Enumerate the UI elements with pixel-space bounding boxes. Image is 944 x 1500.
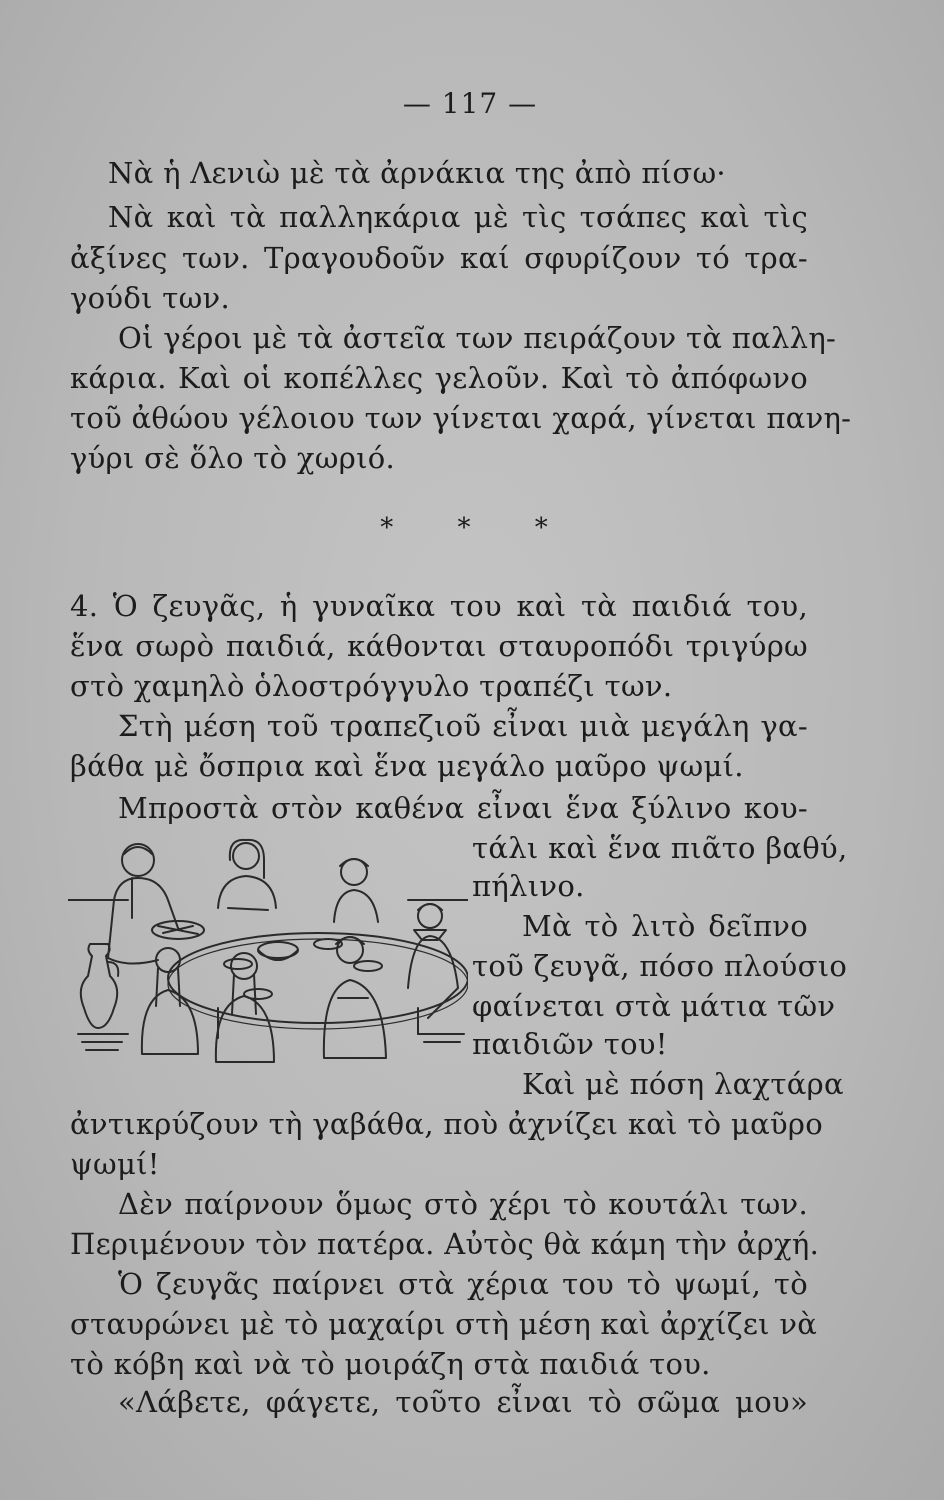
text-line-5: Οἱ γέροι μὲ τὰ ἀστεῖα των πειράζουν τὰ παλλη-	[118, 321, 837, 355]
text-line-17: Μὰ τὸ λιτὸ δεῖπνο	[522, 909, 808, 943]
text-line-11: στὸ χαμηλὸ ὁλοστρόγγυλο τραπέζι των.	[70, 669, 673, 703]
text-line-19: φαίνεται στὰ μάτια τῶν	[472, 989, 836, 1023]
text-line-16: πήλινο.	[472, 869, 585, 903]
family-meal-illustration	[68, 838, 468, 1070]
text-line-10: ἕνα σωρὸ παιδιά, κάθονται σταυροπόδι τριγύρω	[70, 629, 808, 663]
text-line-1: Νὰ ἡ Λενιὼ μὲ τὰ ἀρνάκια της ἀπὸ πίσω·	[108, 156, 726, 190]
text-line-9: 4. Ὁ ζευγᾶς, ἡ γυναῖκα του καὶ τὰ παιδιά του,	[70, 589, 808, 623]
page-number: — 117 —	[402, 87, 538, 120]
text-line-29: «Λάβετε, φάγετε, τοῦτο εἶναι τὸ σῶμα μου»	[118, 1385, 808, 1419]
text-line-26: Ὁ ζευγᾶς παίρνει στὰ χέρια του τὸ ψωμί, τὸ	[118, 1267, 808, 1301]
text-line-21: Καὶ μὲ πόση λαχτάρα	[522, 1067, 844, 1101]
text-line-14: Μπροστὰ στὸν καθένα εἶναι ἕνα ξύλινο κου-	[118, 791, 808, 825]
text-line-13: βάθα μὲ ὄσπρια καὶ ἕνα μεγάλο μαῦρο ψωμί.	[70, 749, 744, 783]
text-line-12: Στὴ μέση τοῦ τραπεζιοῦ εἶναι μιὰ μεγάλη γα-	[118, 709, 808, 743]
text-line-3: ἀξίνες των. Τραγουδοῦν καί σφυρίζουν τό τρα-	[70, 241, 808, 275]
text-line-7: τοῦ ἀθώου γέλοιου των γίνεται χαρά, γίνεται πανη-	[70, 401, 852, 435]
text-line-28: τὸ κόβη καὶ νὰ τὸ μοιράζη στὰ παιδιά του.	[70, 1347, 711, 1381]
text-line-23: ψωμί!	[70, 1147, 160, 1181]
text-line-15: τάλι καὶ ἕνα πιᾶτο βαθύ,	[472, 831, 848, 865]
text-line-27: σταυρώνει μὲ τὸ μαχαίρι στὴ μέση καὶ ἀρχίζει νὰ	[70, 1307, 818, 1341]
text-line-8: γύρι σὲ ὅλο τὸ χωριό.	[70, 441, 396, 475]
text-line-6: κάρια. Καὶ οἱ κοπέλλες γελοῦν. Καὶ τὸ ἀπόφωνο	[70, 361, 808, 395]
text-line-24: Δὲν παίρνουν ὅμως στὸ χέρι τὸ κουτάλι των.	[118, 1187, 808, 1221]
section-break: * * *	[380, 513, 576, 543]
text-line-2: Νὰ καὶ τὰ παλληκάρια μὲ τὶς τσάπες καὶ τὶς	[108, 200, 808, 234]
text-line-20: παιδιῶν του!	[472, 1027, 668, 1061]
text-line-18: τοῦ ζευγᾶ, πόσο πλούσιο	[472, 949, 848, 983]
text-line-25: Περιμένουν τὸν πατέρα. Αὐτὸς θὰ κάμη τὴν ἀρχή.	[70, 1227, 820, 1261]
text-line-22: ἀντικρύζουν τὴ γαβάθα, ποὺ ἀχνίζει καὶ τὸ μαῦρο	[70, 1107, 824, 1141]
text-line-4: γούδι των.	[70, 281, 231, 315]
